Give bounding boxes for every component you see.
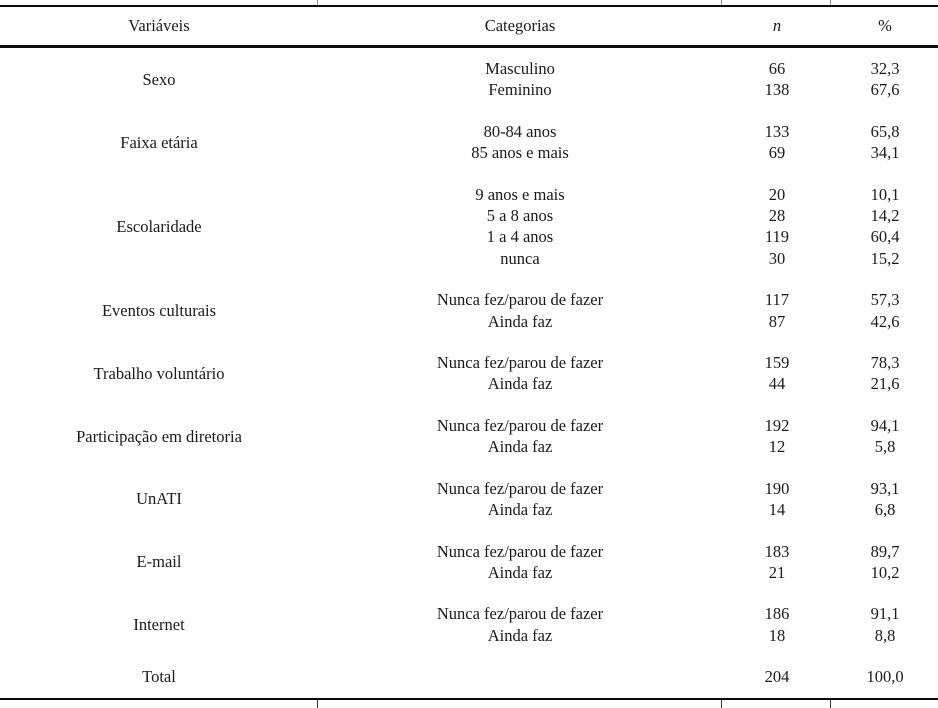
n-value: 44	[768, 374, 786, 394]
table-body	[0, 48, 938, 698]
category-cell: Nunca fez/parou de fazer	[436, 290, 604, 310]
column-header-variaveis: Variáveis	[128, 16, 190, 35]
n-value: 119	[764, 227, 790, 247]
category-cell: Ainda faz	[487, 625, 553, 645]
n-value: 30	[768, 248, 786, 268]
n-value: 159	[764, 353, 790, 373]
pct-value: 10,2	[870, 562, 900, 582]
category-cell: Ainda faz	[487, 311, 553, 331]
category-cell: Nunca fez/parou de fazer	[436, 604, 604, 624]
pct-value: 57,3	[870, 290, 900, 310]
variable-label: Total	[142, 667, 176, 687]
category-cell: Nunca fez/parou de fazer	[436, 541, 604, 561]
n-value: 87	[768, 311, 786, 331]
table-group	[0, 468, 938, 531]
column-divider-tick	[317, 0, 318, 5]
pct-value: 94,1	[870, 415, 900, 435]
category-cell: 9 anos e mais	[475, 184, 565, 204]
pct-value: 10,1	[870, 184, 900, 204]
pct-value: 60,4	[870, 227, 900, 247]
pct-value: 21,6	[870, 374, 900, 394]
n-value: 69	[768, 143, 786, 163]
variable-label: Escolaridade	[116, 216, 202, 236]
category-cell: 1 a 4 anos	[486, 227, 554, 247]
category-cell: Ainda faz	[487, 374, 553, 394]
category-cell: Ainda faz	[487, 437, 553, 457]
category-cell: Ainda faz	[487, 562, 553, 582]
bottom-border-ticks	[0, 700, 938, 708]
n-value: 204	[764, 667, 790, 687]
pct-value: 100,0	[866, 667, 904, 687]
column-header-percent: %	[878, 16, 892, 35]
category-cell	[318, 666, 722, 687]
variable-label: Trabalho voluntário	[93, 363, 225, 383]
pct-value: 15,2	[870, 248, 900, 268]
table-header-row	[0, 7, 938, 45]
pct-value: 78,3	[870, 353, 900, 373]
table-group	[0, 111, 938, 174]
category-cell: Nunca fez/parou de fazer	[436, 478, 604, 498]
column-divider-tick	[721, 700, 722, 708]
n-value: 133	[764, 121, 790, 141]
pct-value: 89,7	[870, 541, 900, 561]
table-group	[0, 656, 938, 697]
variable-label: Eventos culturais	[101, 300, 217, 320]
n-value: 20	[768, 184, 786, 204]
pct-value: 14,2	[870, 206, 900, 226]
pct-value: 67,6	[870, 80, 900, 100]
variable-label: Participação em diretoria	[76, 426, 242, 446]
variable-label: Faixa etária	[120, 132, 198, 152]
pct-value: 91,1	[870, 604, 900, 624]
table-group	[0, 342, 938, 405]
pct-value: 6,8	[874, 500, 896, 520]
column-divider-tick	[830, 0, 831, 5]
category-cell: Ainda faz	[487, 500, 553, 520]
table-group	[0, 174, 938, 280]
table-group	[0, 405, 938, 468]
table-group	[0, 531, 938, 594]
column-divider-tick	[830, 700, 831, 708]
n-value: 14	[768, 500, 786, 520]
n-value: 21	[768, 562, 786, 582]
variable-label: Internet	[133, 615, 185, 635]
pct-value: 42,6	[870, 311, 900, 331]
pct-value: 93,1	[870, 478, 900, 498]
table-group	[0, 48, 938, 111]
n-value: 190	[764, 478, 790, 498]
variable-label: UnATI	[136, 489, 182, 509]
n-value: 18	[768, 625, 786, 645]
n-value: 186	[764, 604, 790, 624]
column-divider-tick	[721, 0, 722, 5]
column-header-categorias: Categorias	[484, 16, 556, 35]
category-cell: 80-84 anos	[483, 121, 557, 141]
category-cell: Feminino	[488, 80, 552, 100]
column-divider-tick	[317, 700, 318, 708]
n-value: 183	[764, 541, 790, 561]
category-cell: 5 a 8 anos	[486, 206, 554, 226]
column-header-n: n	[772, 16, 782, 35]
n-value: 138	[764, 80, 790, 100]
category-cell: Masculino	[485, 59, 555, 78]
n-value: 28	[768, 206, 786, 226]
n-value: 66	[768, 59, 786, 78]
pct-value: 34,1	[870, 143, 900, 163]
pct-value: 5,8	[874, 437, 896, 457]
n-value: 192	[764, 415, 790, 435]
n-value: 117	[764, 290, 790, 310]
category-cell: Nunca fez/parou de fazer	[436, 353, 604, 373]
n-value: 12	[768, 437, 786, 457]
category-cell: Nunca fez/parou de fazer	[436, 415, 604, 435]
pct-value: 65,8	[870, 121, 900, 141]
top-border-ticks	[0, 0, 938, 5]
category-cell: nunca	[500, 248, 540, 268]
pct-value: 8,8	[874, 625, 896, 645]
pct-value: 32,3	[870, 59, 900, 78]
table-group	[0, 279, 938, 342]
variable-label: E-mail	[136, 552, 182, 572]
variable-label: Sexo	[142, 69, 176, 89]
category-cell: 85 anos e mais	[471, 143, 569, 163]
table-group	[0, 593, 938, 656]
